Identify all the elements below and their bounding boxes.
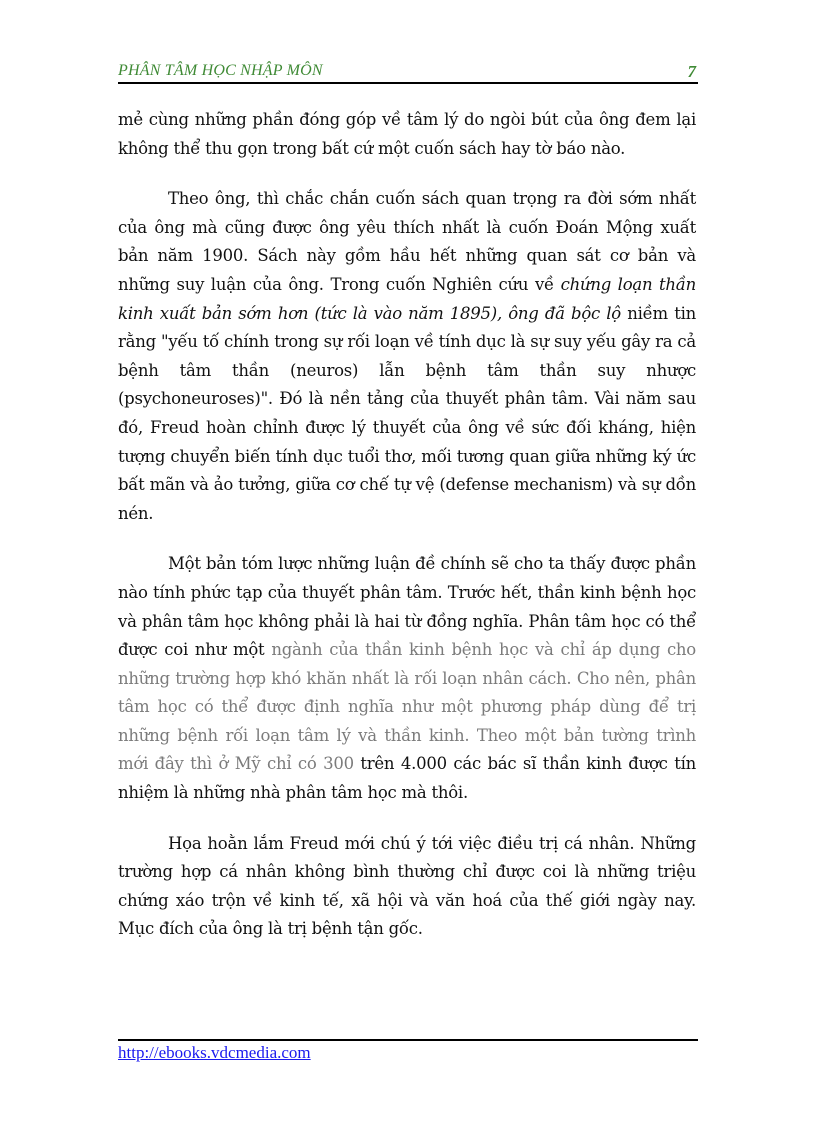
paragraph-3-text-c: trên 4.000 các bác sĩ thần kinh được tín nhiệm là những nhà phân tâm học mà thôi. (118, 754, 696, 803)
page-body (118, 106, 696, 966)
paragraph-3-faded-text: ngành của thần kinh bệnh học và chỉ áp dụng cho những trường hợp khó khăn nhất là rối loạn nhân cách. Cho nên, phân tâm học có thể được định nghĩa như một phương pháp dùng để trị những bệnh rối loạn tâm lý và thần kinh. Theo một bản tường trình mới đây thì ở Mỹ chỉ có 300 (118, 640, 696, 774)
paragraph-1: mẻ cùng những phần đóng góp về tâm lý do ngòi bút của ông đem lại không thể thu gọn trong bất cứ một cuốn sách hay tờ báo nào. (118, 110, 696, 158)
running-title: PHÂN TÂM HỌC NHẬP MÔN (118, 62, 323, 79)
paragraph-3-text-a: Một bản tóm lược những luận đề chính sẽ cho ta thấy được phần nào tính phức tạp của thuyết phân tâm. Trước hết, thần kinh bệnh học và phân tâm học không phải là hai từ đồng nghĩa. Phân tâm học có thể được coi như một (118, 554, 696, 660)
paragraph-4: Họa hoằn lắm Freud mới chú ý tới việc điều trị cá nhân. Những trường hợp cá nhân không bình thường chỉ được coi là những triệu chứng xáo trộn về kinh tế, xã hội và văn hoá của thế giới ngày nay. Mục đích của ông là trị bệnh tận gốc. (118, 833, 696, 939)
footer-website-link[interactable]: http://ebooks.vdcmedia.com (118, 1043, 311, 1062)
paragraph-2-text-c: niềm tin rằng "yếu tố chính trong sự rối loạn về tính dục là sự suy yếu gây ra cả bệnh tâm thần (neuros) lẫn bệnh tâm thần suy nhược (psychoneuroses)". Đó là nền tảng của thuyết phân tâm. Vài năm sau đó, Freud hoàn chỉnh được lý thuyết của ông về sức đối kháng, hiện tượng chuyển biến tính dục tuổi thơ, mối tương quan giữa những ký ức bất mãn và ảo tưởng, giữa cơ chế tự vệ (defense mechanism) và sự dồn nén. (118, 303, 696, 523)
paragraph-2-text-a: Theo ông, thì chắc chắn cuốn sách quan trọng ra đời sớm nhất của ông mà cũng được ông yêu thích nhất là cuốn Đoán Mộng xuất bản năm 1900. Sách này gồm hầu hết những quan sát cơ bản và những suy luận của ông. Trong cuốn Nghiên cứu về (118, 189, 696, 294)
footer-divider (118, 1039, 698, 1041)
paragraph-3 (118, 550, 696, 807)
page-number: 7 (687, 62, 696, 81)
page-header (118, 60, 698, 84)
paragraph-2-italic-text: chứng loạn thần kinh xuất bản sớm hơn (tức là vào năm 1895), ông đã bộc lộ (118, 274, 697, 323)
paragraph-2 (118, 185, 696, 528)
